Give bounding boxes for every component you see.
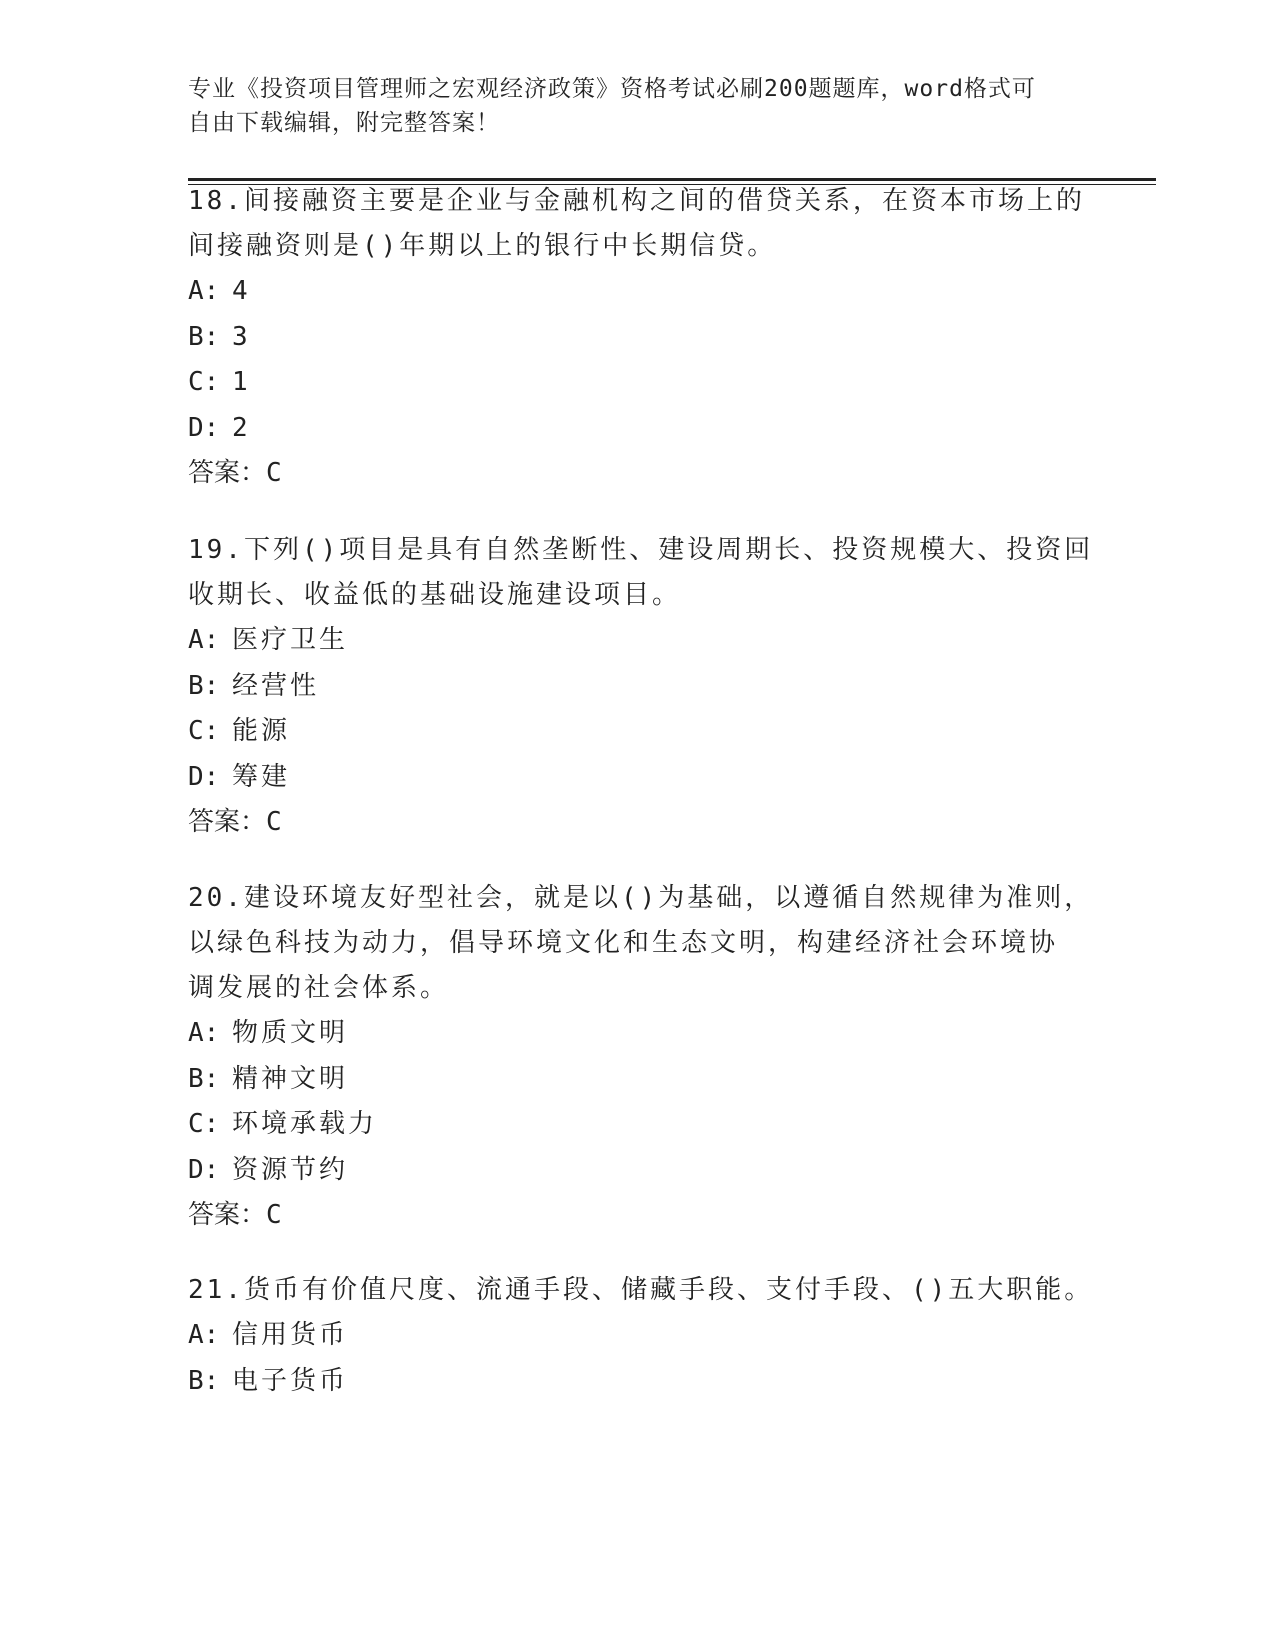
option-label: B:: [188, 670, 220, 701]
question-stem: [188, 876, 1094, 1011]
option-text: 资源节约: [232, 1154, 349, 1185]
question-stem: [188, 1268, 1094, 1313]
question-21: [188, 1268, 1094, 1404]
option-b: [188, 1057, 1088, 1103]
question-stem: [188, 528, 1094, 618]
option-a: [188, 1313, 1088, 1359]
option-d: [188, 1148, 1088, 1194]
option-text: 2: [232, 412, 251, 443]
question-stem: [188, 179, 1088, 269]
answer-value: C: [266, 1200, 282, 1230]
answer-line: [188, 1193, 1088, 1238]
answer-value: C: [266, 807, 282, 837]
stem-line: 19.下列()项目是具有自然垄断性、建设周期长、投资规模大、投资回: [188, 535, 1094, 565]
option-text: 医疗卫生: [232, 625, 349, 655]
answer-line: [188, 451, 1088, 496]
option-label: C:: [188, 716, 220, 746]
option-label: B:: [188, 1063, 220, 1094]
option-b: [188, 315, 1088, 361]
stem-line: 以绿色科技为动力，倡导环境文化和生态文明，构建经济社会环境协: [188, 928, 1059, 958]
stem-line: 收期长、收益低的基础设施建设项目。: [188, 580, 682, 610]
option-label: A:: [188, 276, 220, 306]
option-label: C:: [188, 367, 220, 397]
option-text: 经营性: [232, 670, 320, 701]
option-label: A:: [188, 1018, 220, 1048]
document-header: [188, 72, 1068, 140]
option-text: 电子货币: [232, 1365, 349, 1396]
option-label: A:: [188, 625, 220, 655]
option-text: 1: [232, 367, 251, 397]
option-text: 环境承载力: [232, 1109, 378, 1139]
answer-value: C: [266, 458, 282, 488]
option-text: 物质文明: [232, 1018, 349, 1048]
option-label: C:: [188, 1109, 220, 1139]
header-line-1: 专业《投资项目管理师之宏观经济政策》资格考试必刷200题题库，word格式可: [188, 76, 1036, 102]
answer-line: [188, 800, 1088, 845]
option-label: B:: [188, 1365, 220, 1396]
answer-label: 答案：: [188, 1200, 267, 1230]
option-b: [188, 664, 1088, 710]
option-text: 信用货币: [232, 1320, 349, 1350]
option-label: D:: [188, 761, 220, 792]
option-text: 精神文明: [232, 1063, 349, 1094]
option-b: [188, 1359, 1088, 1405]
option-c: [188, 709, 1088, 755]
option-text: 能源: [232, 716, 291, 746]
option-label: D:: [188, 412, 220, 443]
option-text: 筹建: [232, 761, 291, 792]
option-d: [188, 406, 1088, 452]
stem-line: 间接融资则是()年期以上的银行中长期信贷。: [188, 231, 777, 261]
question-20: [188, 876, 1094, 1238]
stem-line: 18.间接融资主要是企业与金融机构之间的借贷关系，在资本市场上的: [188, 186, 1085, 216]
header-line-2: 自由下载编辑，附完整答案！: [188, 110, 500, 136]
option-label: B:: [188, 321, 220, 352]
question-19: [188, 528, 1094, 845]
answer-label: 答案：: [188, 807, 267, 837]
option-a: [188, 269, 1088, 315]
option-text: 3: [232, 321, 251, 352]
option-d: [188, 755, 1088, 801]
option-c: [188, 360, 1088, 406]
option-c: [188, 1102, 1088, 1148]
option-a: [188, 1011, 1088, 1057]
option-label: D:: [188, 1154, 220, 1185]
stem-line: 调发展的社会体系。: [188, 973, 450, 1003]
option-label: A:: [188, 1320, 220, 1350]
option-text: 4: [232, 276, 251, 306]
question-18: [188, 179, 1088, 496]
stem-line: 20.建设环境友好型社会，就是以()为基础，以遵循自然规律为准则，: [188, 883, 1094, 913]
stem-line: 21.货币有价值尺度、流通手段、储藏手段、支付手段、()五大职能。: [188, 1275, 1094, 1305]
option-a: [188, 618, 1088, 664]
answer-label: 答案：: [188, 458, 267, 488]
